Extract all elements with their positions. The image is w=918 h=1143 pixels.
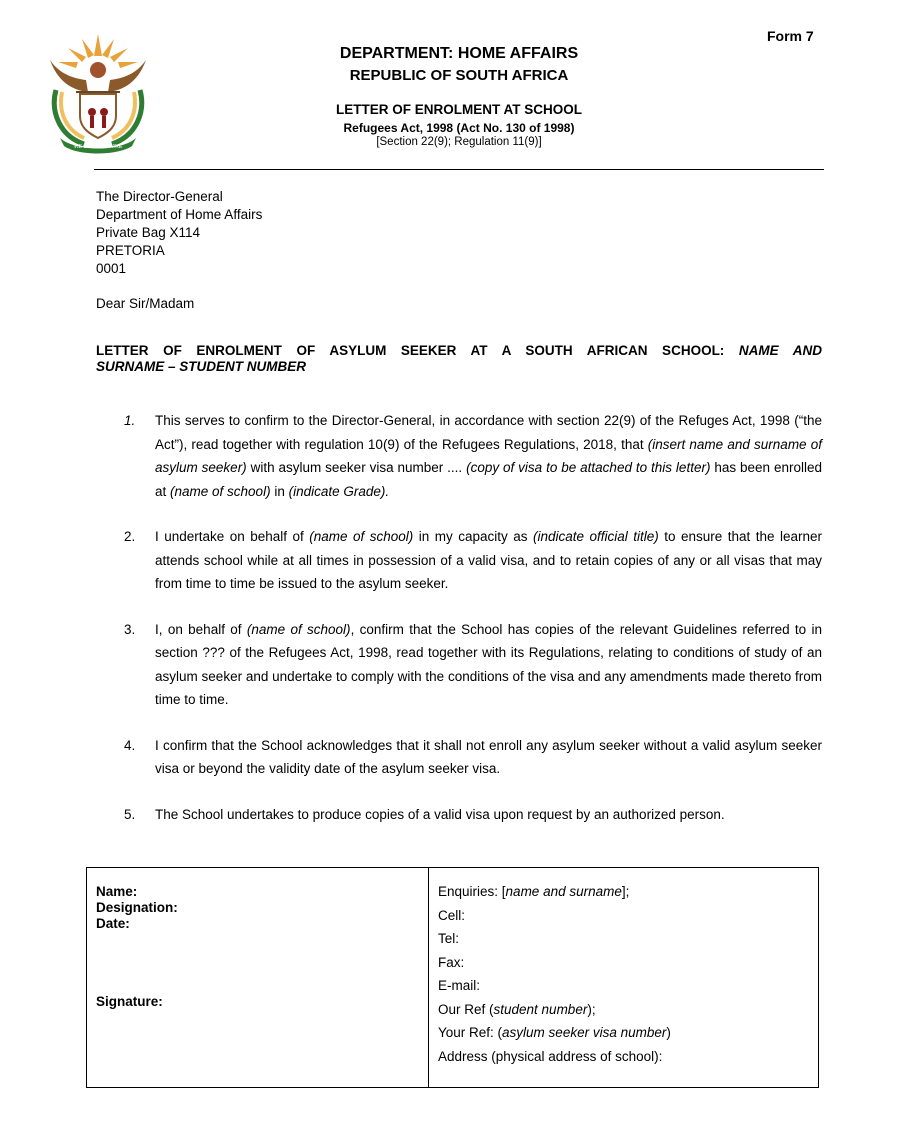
email-label: E-mail:	[438, 978, 481, 993]
clause-item	[124, 409, 822, 503]
clause-run: , confirm that the School has copies of the relevant Guidelines referred to in section ??? of the Refugees Act, 1998, read together with its Regulations, relating to conditions of study of an asylum seeker and undertake to comply with the conditions of the visa and any amendments made thereto from time to time.	[155, 621, 823, 707]
clause-number: 5.	[124, 806, 136, 822]
republic-heading: REPUBLIC OF SOUTH AFRICA	[349, 67, 569, 84]
letter-title: LETTER OF ENROLMENT AT SCHOOL	[336, 102, 582, 117]
clause-run: in my capacity as	[413, 529, 533, 544]
subject-italic-a: NAME AND	[738, 343, 822, 358]
header-divider	[94, 169, 824, 170]
address-line: 0001	[96, 261, 127, 276]
clause-run: to ensure that the learner attends school while at all times in possession of a valid visa, and to retain copies of any or all visas that may from time to time be issued to the asylum seeker.	[155, 529, 822, 591]
enquiries-line: Enquiries: [name and surname];	[438, 884, 630, 899]
signatory-details	[96, 884, 178, 932]
signature-label: Signature:	[96, 994, 163, 1009]
act-reference: Refugees Act, 1998 (Act No. 130 of 1998)	[343, 121, 575, 135]
clause-run: I undertake on behalf of	[155, 529, 310, 544]
school-address-label: Address (physical address of school):	[438, 1048, 663, 1064]
letter-subject	[96, 343, 822, 375]
subject-italic-b: SURNAME – STUDENT NUMBER	[96, 359, 307, 374]
clause-text: The School undertakes to produce copies of a valid visa upon request by an authorized person.	[155, 806, 725, 822]
recipient-address	[96, 188, 262, 278]
clause-number: 4.	[124, 737, 136, 753]
section-reference: [Section 22(9); Regulation 11(9)]	[376, 136, 542, 148]
clause-text	[155, 618, 822, 712]
signature-table-divider	[428, 867, 429, 1088]
address-line: PRETORIA	[96, 243, 165, 258]
numbered-clauses	[124, 409, 822, 826]
clause-item	[124, 803, 822, 827]
clause-text: I confirm that the School acknowledges that it shall not enroll any asylum seeker without a valid asylum seeker visa or beyond the validity date of the asylum seeker visa.	[155, 737, 822, 776]
clause-number: 3.	[124, 621, 136, 637]
address-line: Private Bag X114	[96, 225, 201, 240]
clause-text	[155, 525, 822, 596]
clause-italic: (indicate official title)	[532, 529, 659, 544]
clause-number: 2.	[124, 529, 136, 544]
address-line: The Director-General	[96, 189, 223, 204]
clause-text	[155, 409, 822, 503]
clause-run: I, on behalf of	[155, 621, 247, 637]
our-ref-line: Our Ref (student number);	[438, 1001, 596, 1017]
contact-details	[438, 880, 671, 1068]
clause-item	[124, 618, 822, 712]
clause-item	[124, 525, 822, 596]
fax-label: Fax:	[438, 954, 465, 970]
address-line: Department of Home Affairs	[96, 207, 263, 222]
clause-number: 1.	[124, 413, 136, 428]
your-ref-line: Your Ref: (asylum seeker visa number)	[438, 1025, 671, 1040]
clause-run: has been enrolled at	[155, 460, 822, 499]
salutation: Dear Sir/Madam	[96, 296, 195, 311]
clause-italic: (name of school)	[246, 621, 351, 637]
department-heading: DEPARTMENT: HOME AFFAIRS	[339, 45, 579, 62]
cell-label: Cell:	[438, 907, 466, 923]
clause-run: in	[270, 483, 289, 499]
name-label: Name:	[96, 884, 138, 899]
clause-italic: (copy of visa to be attached to this letter)	[466, 460, 711, 475]
clause-italic: (insert name and surname of asylum seeker)	[155, 436, 822, 475]
date-label: Date:	[96, 916, 130, 931]
clause-italic: (name of school)	[309, 529, 414, 544]
form-number: Form 7	[767, 28, 814, 44]
clause-italic: (indicate Grade).	[288, 483, 390, 499]
clause-item	[124, 734, 822, 781]
clause-run: with asylum seeker visa number ....	[246, 460, 467, 475]
tel-label: Tel:	[438, 931, 460, 946]
designation-label: Designation:	[96, 900, 178, 915]
motto-text: !KE E: /XARRA //KE	[73, 144, 123, 150]
subject-plain: LETTER OF ENROLMENT OF ASYLUM SEEKER AT A SOUTH AFRICAN SCHOOL:	[96, 343, 725, 358]
clause-italic: (name of school)	[170, 483, 271, 499]
clause-run: This serves to confirm to the Director-General, in accordance with section 22(9) of the Refuges Act, 1998 (“the Act”), read together with regulation 10(9) of the Refugees Regulations, 2018, that	[155, 413, 822, 452]
